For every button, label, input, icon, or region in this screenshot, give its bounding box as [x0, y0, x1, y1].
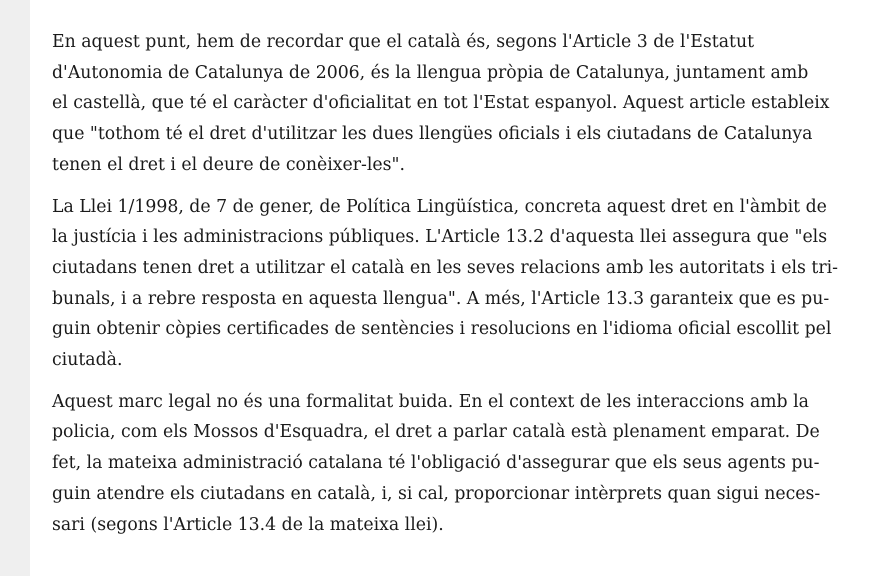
text-line: ciutadà.	[52, 350, 123, 371]
text-line: En aquest punt, hem de recordar que el català és, segons l'Article 3 de l'Estatut	[52, 32, 755, 52]
article-page	[30, 0, 869, 576]
text-line: Aquest marc legal no és una formalitat buida. En el context de les interaccions amb la	[52, 391, 809, 412]
text-line: d'Autonomia de Catalunya de 2006, és la llengua pròpia de Catalunya, juntament amb	[52, 62, 809, 83]
text-line: fet, la mateixa administració catalana té l'obligació d'assegurar que els seus agents pu-	[52, 453, 820, 474]
text-line: la justícia i les administracions públiques. L'Article 13.2 d'aquesta llei assegura que "els	[52, 227, 828, 248]
paragraph-marc-legal	[52, 387, 859, 541]
text-line: sari (segons l'Article 13.4 de la mateixa llei).	[52, 514, 444, 535]
text-line: policia, com els Mossos d'Esquadra, el dret a parlar català està plenament emparat. De	[52, 422, 820, 443]
text-line: ciutadans tenen dret a utilitzar el català en les seves relacions amb les autoritats i els tri-	[52, 257, 838, 278]
text-line: tenen el dret i el deure de conèixer-les".	[52, 154, 405, 175]
text-line: guin obtenir còpies certificades de sentències i resolucions en l'idioma oficial escollit pel	[52, 319, 832, 340]
text-line: bunals, i a rebre resposta en aquesta llengua". A més, l'Article 13.3 garanteix que es pu-	[52, 288, 830, 309]
text-line: La Llei 1/1998, de 7 de gener, de Política Lingüística, concreta aquest dret en l'àmbit de	[52, 196, 827, 217]
text-line: guin atendre els ciutadans en català, i, si cal, proporcionar intèrprets quan sigui neces-	[52, 483, 821, 504]
paragraph-llei-politica-linguistica	[52, 192, 859, 376]
text-line: el castellà, que té el caràcter d'oficialitat en tot l'Estat espanyol. Aquest article estableix	[52, 93, 830, 114]
text-line: que "tothom té el dret d'utilitzar les dues llengües oficials i els ciutadans de Catalunya	[52, 124, 813, 145]
paragraph-estatut	[52, 27, 859, 181]
